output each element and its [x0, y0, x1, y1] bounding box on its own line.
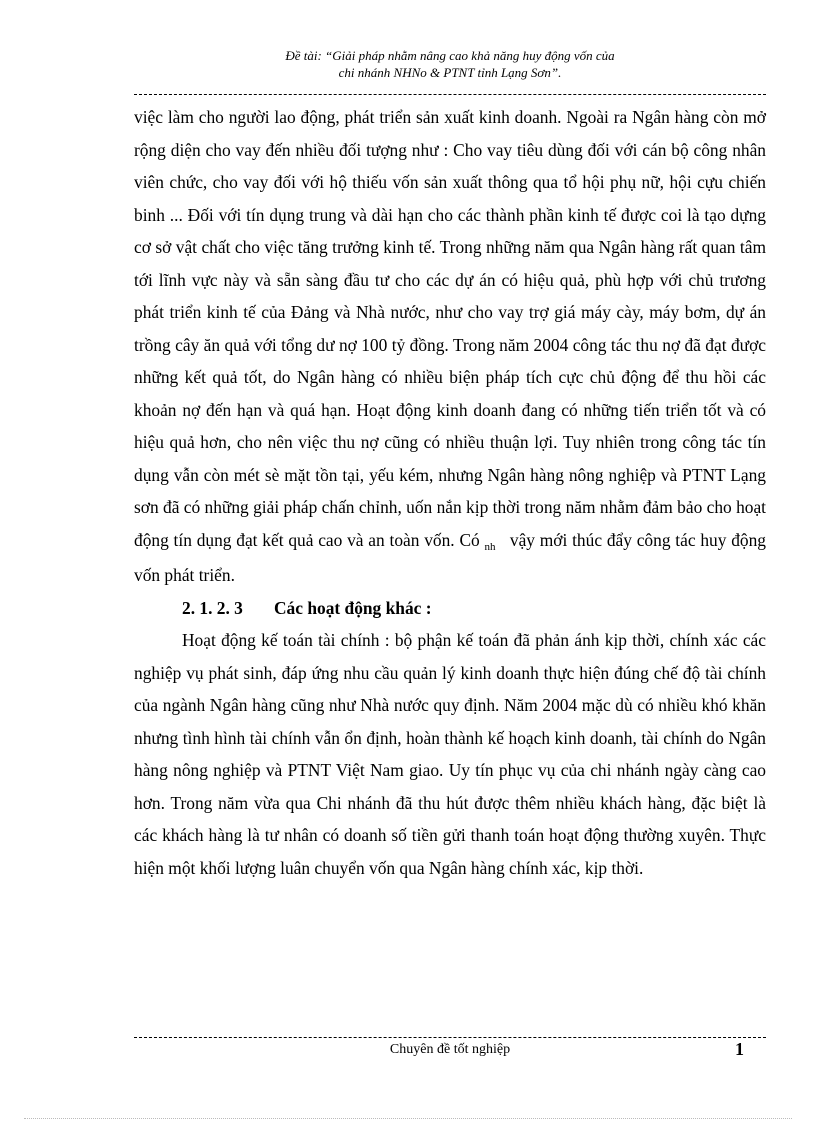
section-title: Các hoạt động khác :	[274, 597, 432, 618]
paragraph-text: việc làm cho người lao động, phát triển sản xuất kinh doanh. Ngoài ra Ngân hàng còn mở rộng diện cho vay đến nhiều đối tượng như : Cho vay tiêu dùng đối với cán bộ công nhân viên chức, cho vay đối với hộ thiếu vốn sản xuất thông qua tổ hội phụ nữ, hội cựu chiến binh ... Đối với tín dụng trung và dài hạn cho các thành phần kinh tế được coi là tạo dựng cơ sở vật chất cho việc tăng trưởng kinh tế. Trong những năm qua Ngân hàng rất quan tâm tới lĩnh vực này và sẵn sàng đầu tư cho các dự án có hiệu quả, phù hợp với chủ trương phát triển kinh tế của Đảng và Nhà nước, như cho vay trợ giá máy cày, máy bơm, dự án trồng cây ăn quả với tổng dư nợ 100 tỷ đồng. Trong năm 2004 công tác thu nợ đã đạt được những kết quả tốt, do Ngân hàng có nhiều biện pháp tích cực chủ động để thu hồi các khoản nợ đến hạn và quá hạn. Hoạt động kinh doanh đang có những tiến triển tốt và có hiệu quả hơn, cho nên việc thu nợ cũng có nhiều thuận lợi. Tuy nhiên trong công tác tín dụng vẫn còn mét sè mặt tồn tại, yếu kém, nhưng Ngân hàng nông nghiệp và PTNT Lạng sơn đã có những giải pháp chấn chỉnh, uốn nắn kịp thời trong năm nhằm đảm bảo cho hoạt động tín dụng đạt kết quả cao và an toàn vốn. Có	[134, 107, 767, 550]
page-bottom-edge	[24, 1118, 792, 1119]
header-title-line-1: Đề tài: “Giải pháp nhằm nâng cao khả năng huy động vốn của	[285, 48, 615, 63]
footer-title: Chuyên đề tốt nghiệp	[389, 1042, 511, 1057]
footer-divider	[134, 1037, 766, 1038]
header-divider	[134, 94, 766, 95]
header-title-line-2: chi nhánh NHNo & PTNT tỉnh Lạng Sơn”.	[338, 65, 562, 80]
page-header	[134, 47, 766, 81]
section-number: 2. 1. 2. 3	[182, 597, 243, 618]
document-body	[134, 101, 766, 884]
paragraph-text-end: vậy mới thúc đẩy công tác huy động vốn phát triển.	[134, 529, 766, 585]
paragraph-credit-activities	[134, 101, 766, 592]
section-heading	[134, 592, 766, 625]
page-number: 1	[735, 1039, 744, 1059]
paragraph-accounting: Hoạt động kế toán tài chính : bộ phận kế toán đã phản ánh kịp thời, chính xác các nghiệp vụ phát sinh, đáp ứng nhu cầu quản lý kinh doanh thực hiện đúng chế độ tài chính của ngành Ngân hàng cũng như Nhà nước quy định. Năm 2004 mặc dù có nhiều khó khăn nhưng tình hình tài chính vẫn ổn định, hoàn thành kế hoạch kinh doanh, tài chính do Ngân hàng nông nghiệp và PTNT Việt Nam giao. Uy tín phục vụ của chi nhánh ngày càng cao hơn. Trong năm vừa qua Chi nhánh đã thu hút được thêm nhiều khách hàng, đặc biệt là các khách hàng là tư nhân có doanh số tiền gửi thanh toán hoạt động thường xuyên. Thực hiện một khối lượng luân chuyển vốn qua Ngân hàng chính xác, kịp thời.	[134, 630, 766, 878]
subscript-fragment: nh	[484, 540, 496, 553]
